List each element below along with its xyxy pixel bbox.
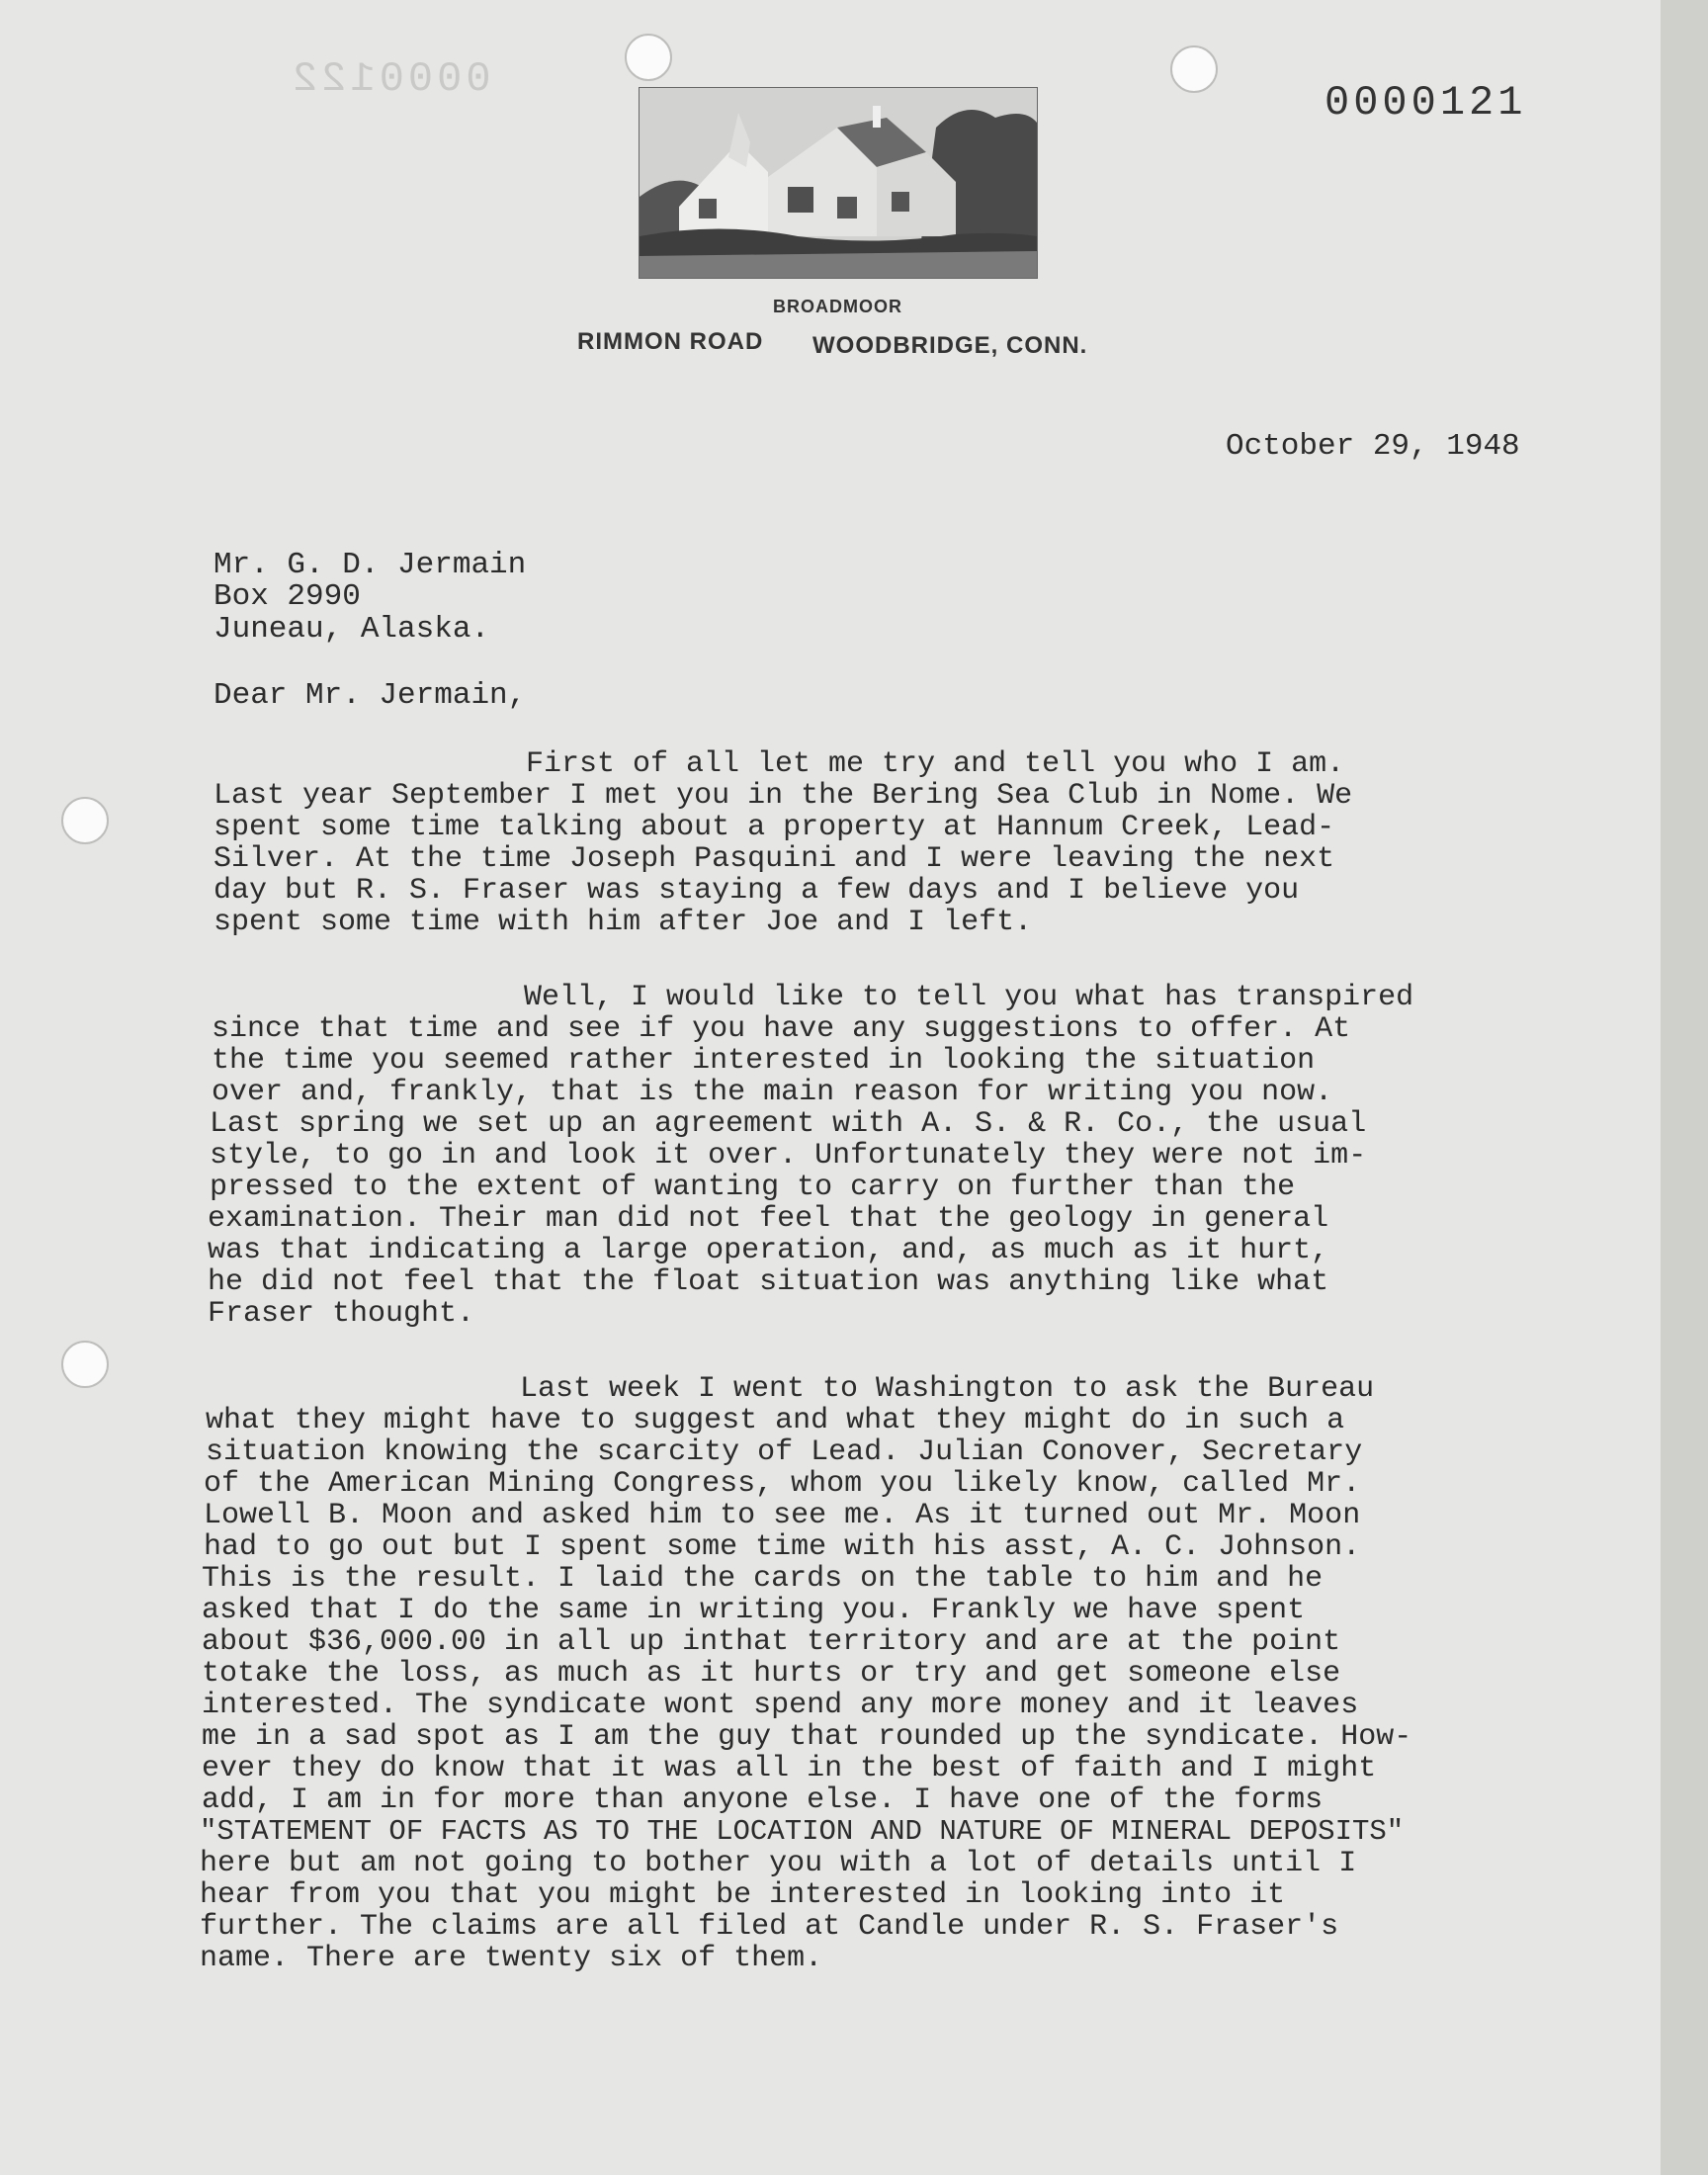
paragraph-line: Fraser thought. (208, 1297, 475, 1331)
paragraph-line: Last week I went to Washington to ask the Bureau (520, 1372, 1375, 1406)
paragraph-line: day but R. S. Fraser was staying a few days and I believe you (214, 874, 1300, 908)
paragraph-line: spent some time with him after Joe and I left. (214, 906, 1033, 939)
recipient-city: Juneau, Alaska. (214, 612, 490, 647)
paragraph-line: ever they do know that it was all in the best of faith and I might (202, 1752, 1377, 1785)
recipient-box: Box 2990 (214, 579, 361, 614)
paragraph-line: he did not feel that the float situation was anything like what (208, 1265, 1329, 1299)
punch-hole-top-left (625, 34, 672, 81)
salutation: Dear Mr. Jermain, (214, 678, 527, 713)
paragraph-2 (0, 981, 1661, 1329)
letterhead-town: WOODBRIDGE, CONN. (812, 332, 1088, 359)
paragraph-line: since that time and see if you have any suggestions to offer. At (212, 1012, 1351, 1046)
paragraph-line: spent some time talking about a property at Hannum Creek, Lead- (214, 811, 1335, 844)
paragraph-line: further. The claims are all filed at Candle under R. S. Fraser's (200, 1910, 1339, 1944)
file-number-stamp: 0000121 (1324, 79, 1527, 127)
paragraph-line: asked that I do the same in writing you. Frankly we have spent (202, 1594, 1306, 1627)
recipient-name: Mr. G. D. Jermain (214, 548, 527, 582)
paragraph-line: over and, frankly, that is the main reason for writing you now. (212, 1076, 1333, 1109)
paragraph-line: about $36,000.00 in all up inthat territory and are at the point (202, 1625, 1341, 1659)
paragraph-1 (0, 747, 1661, 937)
paragraph-line: examination. Their man did not feel that the geology in general (208, 1202, 1329, 1236)
punch-hole-top-right (1170, 45, 1218, 93)
house-illustration (640, 88, 1037, 278)
paragraph-line: style, to go in and look it over. Unfortunately they were not im- (210, 1139, 1367, 1173)
paragraph-line: add, I am in for more than anyone else. I have one of the forms (202, 1784, 1324, 1817)
paragraph-line: interested. The syndicate wont spend any more money and it leaves (202, 1689, 1359, 1722)
paragraph-line: had to go out but I spent some time with his asst, A. C. Johnson. (204, 1530, 1361, 1564)
paragraph-line: situation knowing the scarcity of Lead. Julian Conover, Secretary (206, 1436, 1363, 1469)
paragraph-line: Last spring we set up an agreement with A. S. & R. Co., the usual (210, 1107, 1367, 1141)
letterhead-house-name: BROADMOOR (773, 297, 902, 316)
paragraph-line: of the American Mining Congress, whom you likely know, called Mr. (204, 1467, 1361, 1501)
house-photo (639, 87, 1038, 279)
paragraph-3 (0, 1372, 1661, 1973)
paragraph-line: was that indicating a large operation, and, as much as it hurt, (208, 1234, 1329, 1267)
letterhead-street: RIMMON ROAD (577, 328, 764, 355)
paragraph-line: Well, I would like to tell you what has transpired (524, 981, 1414, 1014)
paragraph-line: name. There are twenty six of them. (200, 1942, 823, 1975)
paragraph-line: hear from you that you might be interested in looking into it (200, 1878, 1286, 1912)
paragraph-line: First of all let me try and tell you who I am. (526, 747, 1345, 781)
letter-date: October 29, 1948 (1226, 429, 1520, 464)
paragraph-line: here but am not going to bother you with a lot of details until I (200, 1847, 1357, 1880)
paragraph-line: totake the loss, as much as it hurts or try and get someone else (202, 1657, 1341, 1691)
page-edge-shadow (1661, 0, 1708, 2175)
paragraph-line: "STATEMENT OF FACTS AS TO THE LOCATION AND NATURE OF MINERAL DEPOSITS" (200, 1815, 1405, 1848)
paragraph-line: This is the result. I laid the cards on the table to him and he (202, 1562, 1324, 1596)
paragraph-line: the time you seemed rather interested in looking the situation (212, 1044, 1316, 1078)
paragraph-line: pressed to the extent of wanting to carry on further than the (210, 1171, 1296, 1204)
file-number-bleedthrough: 0000122 (289, 55, 491, 103)
paragraph-line: Silver. At the time Joseph Pasquini and I were leaving the next (214, 842, 1335, 876)
paragraph-line: what they might have to suggest and what they might do in such a (206, 1404, 1345, 1437)
paragraph-line: Lowell B. Moon and asked him to see me. As it turned out Mr. Moon (204, 1499, 1361, 1532)
paragraph-line: Last year September I met you in the Bering Sea Club in Nome. We (214, 779, 1353, 813)
paragraph-line: me in a sad spot as I am the guy that rounded up the syndicate. How- (202, 1720, 1412, 1754)
